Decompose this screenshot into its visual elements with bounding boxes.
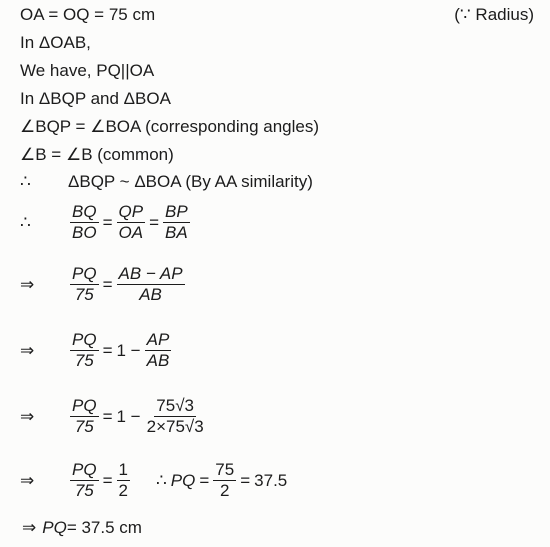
fraction-75-over-2 (213, 460, 236, 501)
step-2-equation (20, 330, 173, 371)
fraction-denominator: OA (118, 223, 144, 242)
implies-symbol: ⇒ (22, 518, 37, 537)
fraction-ap-ab (145, 330, 172, 371)
fraction-numerator: QP (118, 202, 144, 221)
implies-symbol: ⇒ (20, 406, 35, 426)
equals-sign: = (102, 470, 113, 490)
fraction-denominator: 2×75√3 (146, 417, 204, 436)
step-1-equation (20, 264, 187, 305)
equals-sign: = (199, 470, 210, 490)
radius-reason: (∵ Radius) (454, 5, 534, 24)
pq-variable: PQ (170, 470, 196, 490)
fraction-one-half (117, 460, 130, 501)
fraction-numerator: AP (146, 330, 170, 349)
therefore-symbol: ∴ (20, 212, 31, 232)
fraction-numerator: PQ (72, 330, 97, 349)
one-minus: 1 − (116, 406, 141, 426)
fraction-numerator: 75√3 (156, 396, 194, 415)
fraction-numerator: 1 (118, 460, 128, 479)
therefore-symbol: ∴ (155, 470, 167, 490)
fraction-numerator: AB − AP (118, 264, 183, 283)
fraction-denominator: 75 (74, 481, 94, 500)
pq-variable: PQ (42, 518, 67, 537)
fraction-denominator: 75 (74, 285, 94, 304)
fraction-bp-ba (163, 202, 190, 243)
fraction-root3-ratio (145, 396, 206, 437)
one-minus: 1 − (116, 340, 141, 360)
triangles-line: In ΔBQP and ΔBOA (20, 89, 171, 108)
fraction-denominator: BA (165, 223, 188, 242)
corresponding-angles-line: ∠BQP = ∠BOA (corresponding angles) (20, 117, 320, 136)
fraction-denominator: AB (139, 285, 162, 304)
implies-symbol: ⇒ (20, 470, 35, 490)
similarity-statement: ΔBQP ~ ΔBOA (By AA similarity) (68, 172, 313, 191)
fraction-numerator: PQ (72, 396, 97, 415)
fraction-ab-minus-ap-over-ab (117, 264, 185, 305)
equals-sign: = (102, 340, 113, 360)
fraction-pq-75 (70, 264, 99, 305)
equals-sign: = (149, 212, 159, 232)
similarity-row (20, 172, 313, 192)
fraction-numerator: PQ (72, 264, 97, 283)
therefore-symbol: ∴ (20, 172, 31, 191)
result-value: 37.5 (254, 470, 288, 490)
fraction-numerator: PQ (72, 460, 97, 479)
fraction-pq-75 (70, 330, 99, 371)
equals-sign: = (102, 406, 113, 426)
ratio-equation (20, 202, 192, 243)
fraction-numerator: BP (165, 202, 188, 221)
final-answer (20, 518, 142, 538)
parallel-line: We have, PQ||OA (20, 61, 155, 80)
common-angle-line: ∠B = ∠B (common) (20, 145, 174, 164)
given-radius-statement: OA = OQ = 75 cm (20, 5, 156, 24)
implies-symbol: ⇒ (20, 274, 35, 294)
triangle-oab-line: In ΔOAB, (20, 33, 91, 52)
equals-sign: = (102, 274, 113, 294)
fraction-numerator: BQ (72, 202, 97, 221)
fraction-denominator: BO (72, 223, 97, 242)
equals-sign: = (240, 470, 251, 490)
step-4-equation (20, 460, 289, 501)
fraction-denominator: AB (146, 351, 170, 370)
fraction-bq-bo (70, 202, 99, 243)
fraction-pq-75 (70, 396, 99, 437)
equals-sign: = (102, 212, 113, 232)
fraction-numerator: 75 (215, 460, 235, 479)
step-3-equation (20, 396, 208, 437)
final-value: = 37.5 cm (66, 518, 142, 537)
fraction-denominator: 2 (220, 481, 230, 500)
fraction-qp-oa (117, 202, 146, 243)
fraction-denominator: 75 (74, 351, 94, 370)
implies-symbol: ⇒ (20, 340, 35, 360)
fraction-pq-75 (70, 460, 99, 501)
fraction-denominator: 75 (74, 417, 94, 436)
fraction-denominator: 2 (118, 481, 128, 500)
